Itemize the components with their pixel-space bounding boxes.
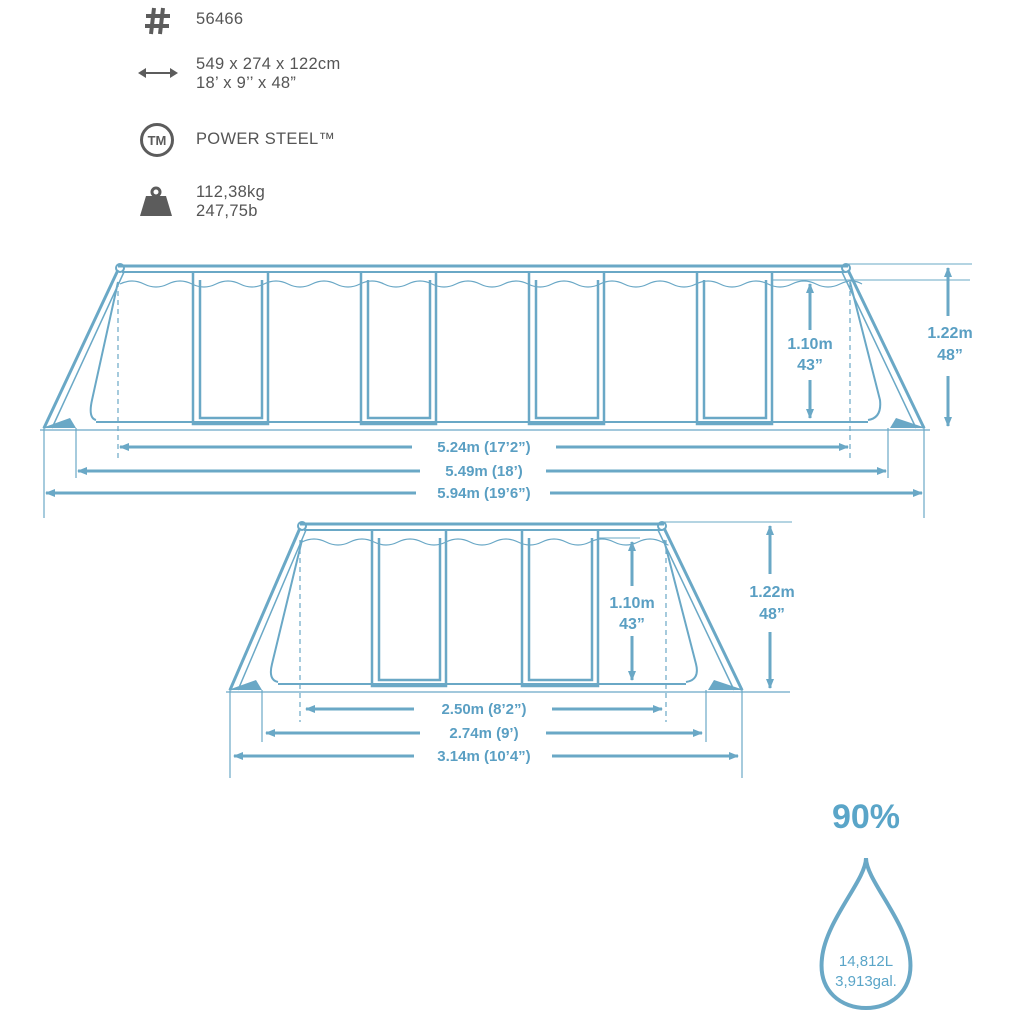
side-inner-width: 5.24m (17’2”) [437,439,531,456]
frame-name: POWER STEEL™ [196,130,336,148]
end-total-height-in: 48” [759,606,785,623]
side-total-width: 5.94m (19’6”) [437,485,531,502]
end-view-labels [437,584,794,765]
end-frame-width: 2.74m (9’) [449,725,519,742]
volume-liters: 14,812L [838,953,894,970]
side-water-height-m: 1.10m [787,336,833,353]
model-number: 56466 [196,10,244,28]
size-metric: 549 x 274 x 122cm [196,55,341,73]
side-total-height-in: 48” [937,347,963,364]
weight-imperial: 247,75b [196,202,258,220]
size-imperial: 18’ x 9’’ x 48” [196,74,297,92]
end-total-width: 3.14m (10’4”) [437,748,531,765]
end-water-height-in: 43” [619,616,645,633]
tm-icon-text: TM [147,133,167,148]
side-water-height-in: 43” [797,357,823,374]
volume-gallons: 3,913gal. [835,973,897,990]
side-frame-width: 5.49m (18’) [445,463,523,480]
capacity [822,798,911,1008]
weight-metric: 112,38kg [196,183,266,201]
end-total-height-m: 1.22m [749,584,795,601]
end-inner-width: 2.50m (8’2”) [441,701,527,718]
end-water-height-m: 1.10m [609,595,655,612]
side-total-height-m: 1.22m [927,325,973,342]
fill-percent: 90% [831,798,901,836]
